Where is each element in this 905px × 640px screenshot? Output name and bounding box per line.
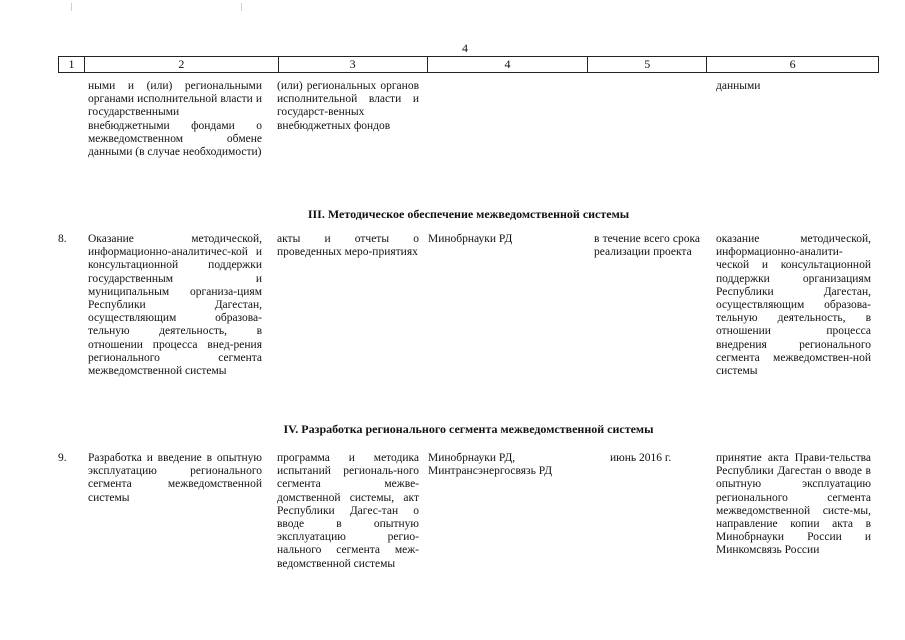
row-8-cell-2: Оказание методической, информационно-аналитичес-кой и консультационной поддержки государственным и муниципальным организа-циям Республики Дагестан, осуществляющим образова-тельную деятельность, в отношении процесса внед-рения регионального сегмента межведомственной системы <box>88 233 262 378</box>
scan-mark-right: | <box>241 2 243 11</box>
row-9-cell-4: Минобрнауки РД, Минтрансэнергосвязь РД <box>428 452 553 478</box>
cont-cell-6: данными <box>716 80 761 92</box>
row-9-cell-5: июнь 2016 г. <box>610 452 672 464</box>
row-9-cell-3: программа и методика испытаний региональ-ного сегмента межве-домственной системы, акт Республики Дагес-тан о вводе в опытную эксплуатацию регио-нального сегмента меж-ведомственной системы <box>277 452 419 570</box>
row-9-cell-2: Разработка и введение в опытную эксплуатацию регионального сегмента межведомственной системы <box>88 452 262 504</box>
row-9-cell-6: принятие акта Прави-тельства Республики Дагестан о вводе в опытную эксплуатацию регионального сегмента межведомственной систе-мы, направление копии акта в Минобрнауки России и Минкомсвязь России <box>716 452 871 557</box>
header-col-1: 1 <box>58 57 84 72</box>
row-9-number: 9. <box>58 452 67 464</box>
table-header-row <box>58 56 879 73</box>
section-heading-3: III. Методическое обеспечение межведомственной системы <box>307 207 630 221</box>
header-col-5: 5 <box>587 57 706 72</box>
row-8-cell-3: акты и отчеты о проведенных меро-приятиях <box>277 233 419 259</box>
page-number: 4 <box>462 41 468 55</box>
row-8-number: 8. <box>58 233 67 245</box>
cont-cell-2: ными и (или) региональными органами исполнительной власти и государственными внебюджетными фондами о межведомственном обмене данными (в случае необходимости) <box>88 80 262 159</box>
cont-cell-3: (или) региональных органов исполнительной власти и государст-венных внебюджетных фондов <box>277 80 419 132</box>
row-8-cell-6: оказание методической, информационно-аналити-ческой и консультационной поддержки организациям Республики Дагестан, осуществляющим образова-тельную деятельность, в отношении процесса внедрения регионального сегмента межведомствен-ной системы <box>716 233 871 378</box>
section-heading-4: IV. Разработка регионального сегмента межведомственной системы <box>283 422 654 436</box>
header-col-2: 2 <box>84 57 278 72</box>
row-8-cell-5: в течение всего срока реализации проекта <box>594 233 700 259</box>
header-col-6: 6 <box>706 57 879 72</box>
row-8-cell-4: Минобрнауки РД <box>428 233 513 245</box>
scan-mark-left: | <box>71 2 73 11</box>
header-col-3: 3 <box>278 57 427 72</box>
header-col-4: 4 <box>427 57 588 72</box>
